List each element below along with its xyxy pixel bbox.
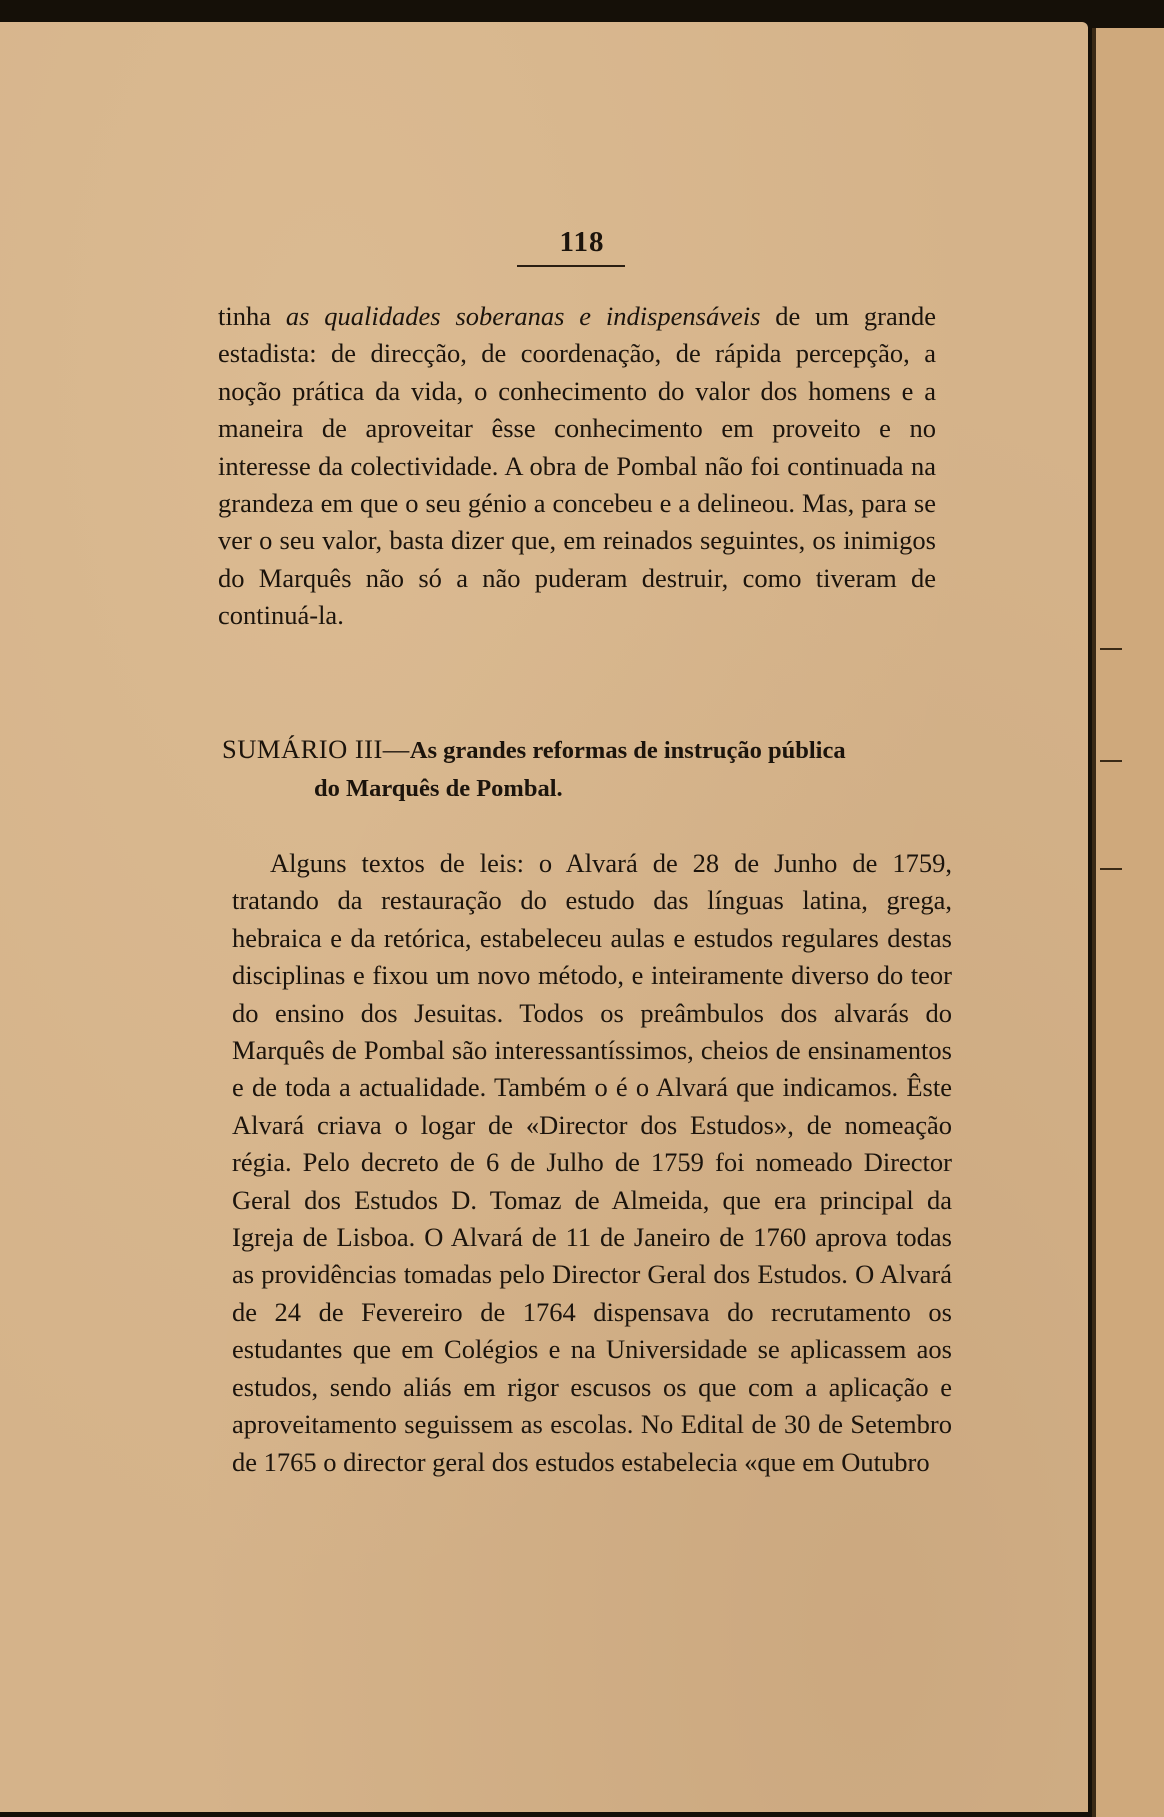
section-summary-heading — [222, 730, 962, 808]
paragraph-1-lead: tinha — [218, 301, 286, 331]
body-paragraph-2: Alguns textos de leis: o Alvará de 28 de Junho de 1759, tratando da restauração do estudo das línguas latina, grega, hebraica e da retórica, estabeleceu aulas e estudos regulares destas disciplinas e fixou um novo método, e inteiramente diverso do teor do ensino dos Jesuitas. Todos os preâmbulos dos alvarás do Marquês de Pombal são interessantíssimos, cheios de ensinamentos e de toda a actualidade. Também o é o Alvará que indicamos. Êste Alvará criava o logar de «Director dos Estudos», de nomeação régia. Pelo decreto de 6 de Julho de 1759 foi nomeado Director Geral dos Estudos D. Tomaz de Almeida, que era principal da Igreja de Lisboa. O Alvará de 11 de Janeiro de 1760 aprova todas as providências tomadas pelo Director Geral dos Estudos. O Alvará de 24 de Fevereiro de 1764 dispensava do recrutamento os estudantes que em Colégios e na Universidade se aplicassem aos estudos, sendo aliás em rigor escusos os que com a aplicação e aproveitamento seguissem as escolas. No Edital de 30 de Setembro de 1765 o director geral dos estudos estabelecia «que em Outubro — [232, 848, 952, 1477]
summary-title-line-2: do Marquês de Pombal. — [314, 775, 563, 802]
summary-title-line-1: As grandes reformas de instrução pública — [409, 737, 846, 764]
adjacent-page-edge — [1092, 28, 1164, 1817]
paragraph-1-italic-phrase: as qualidades soberanas e indispensáveis — [285, 301, 761, 331]
page-edge-mark — [1100, 648, 1122, 650]
page-number-underline — [517, 265, 625, 267]
page-number: 118 — [559, 226, 605, 258]
page-edge-mark — [1100, 760, 1122, 762]
summary-label: SUMÁRIO III— — [222, 734, 410, 764]
page-edge-mark — [1100, 868, 1122, 870]
paragraph-1-rest: de um grande estadista: de direcção, de coordenação, de rápida percepção, a noção prática da vida, o conhecimento do valor dos homens e a maneira de aproveitar êsse conhecimento em proveito e no interesse da colectividade. A obra de Pombal não foi continuada na grandeza em que o seu génio a concebeu e a delineou. Mas, para se ver o seu valor, basta dizer que, em reinados seguintes, os inimigos do Marquês não só a não puderam destruir, como tiveram de continuá-la. — [218, 301, 936, 631]
body-paragraph-1 — [218, 298, 936, 635]
